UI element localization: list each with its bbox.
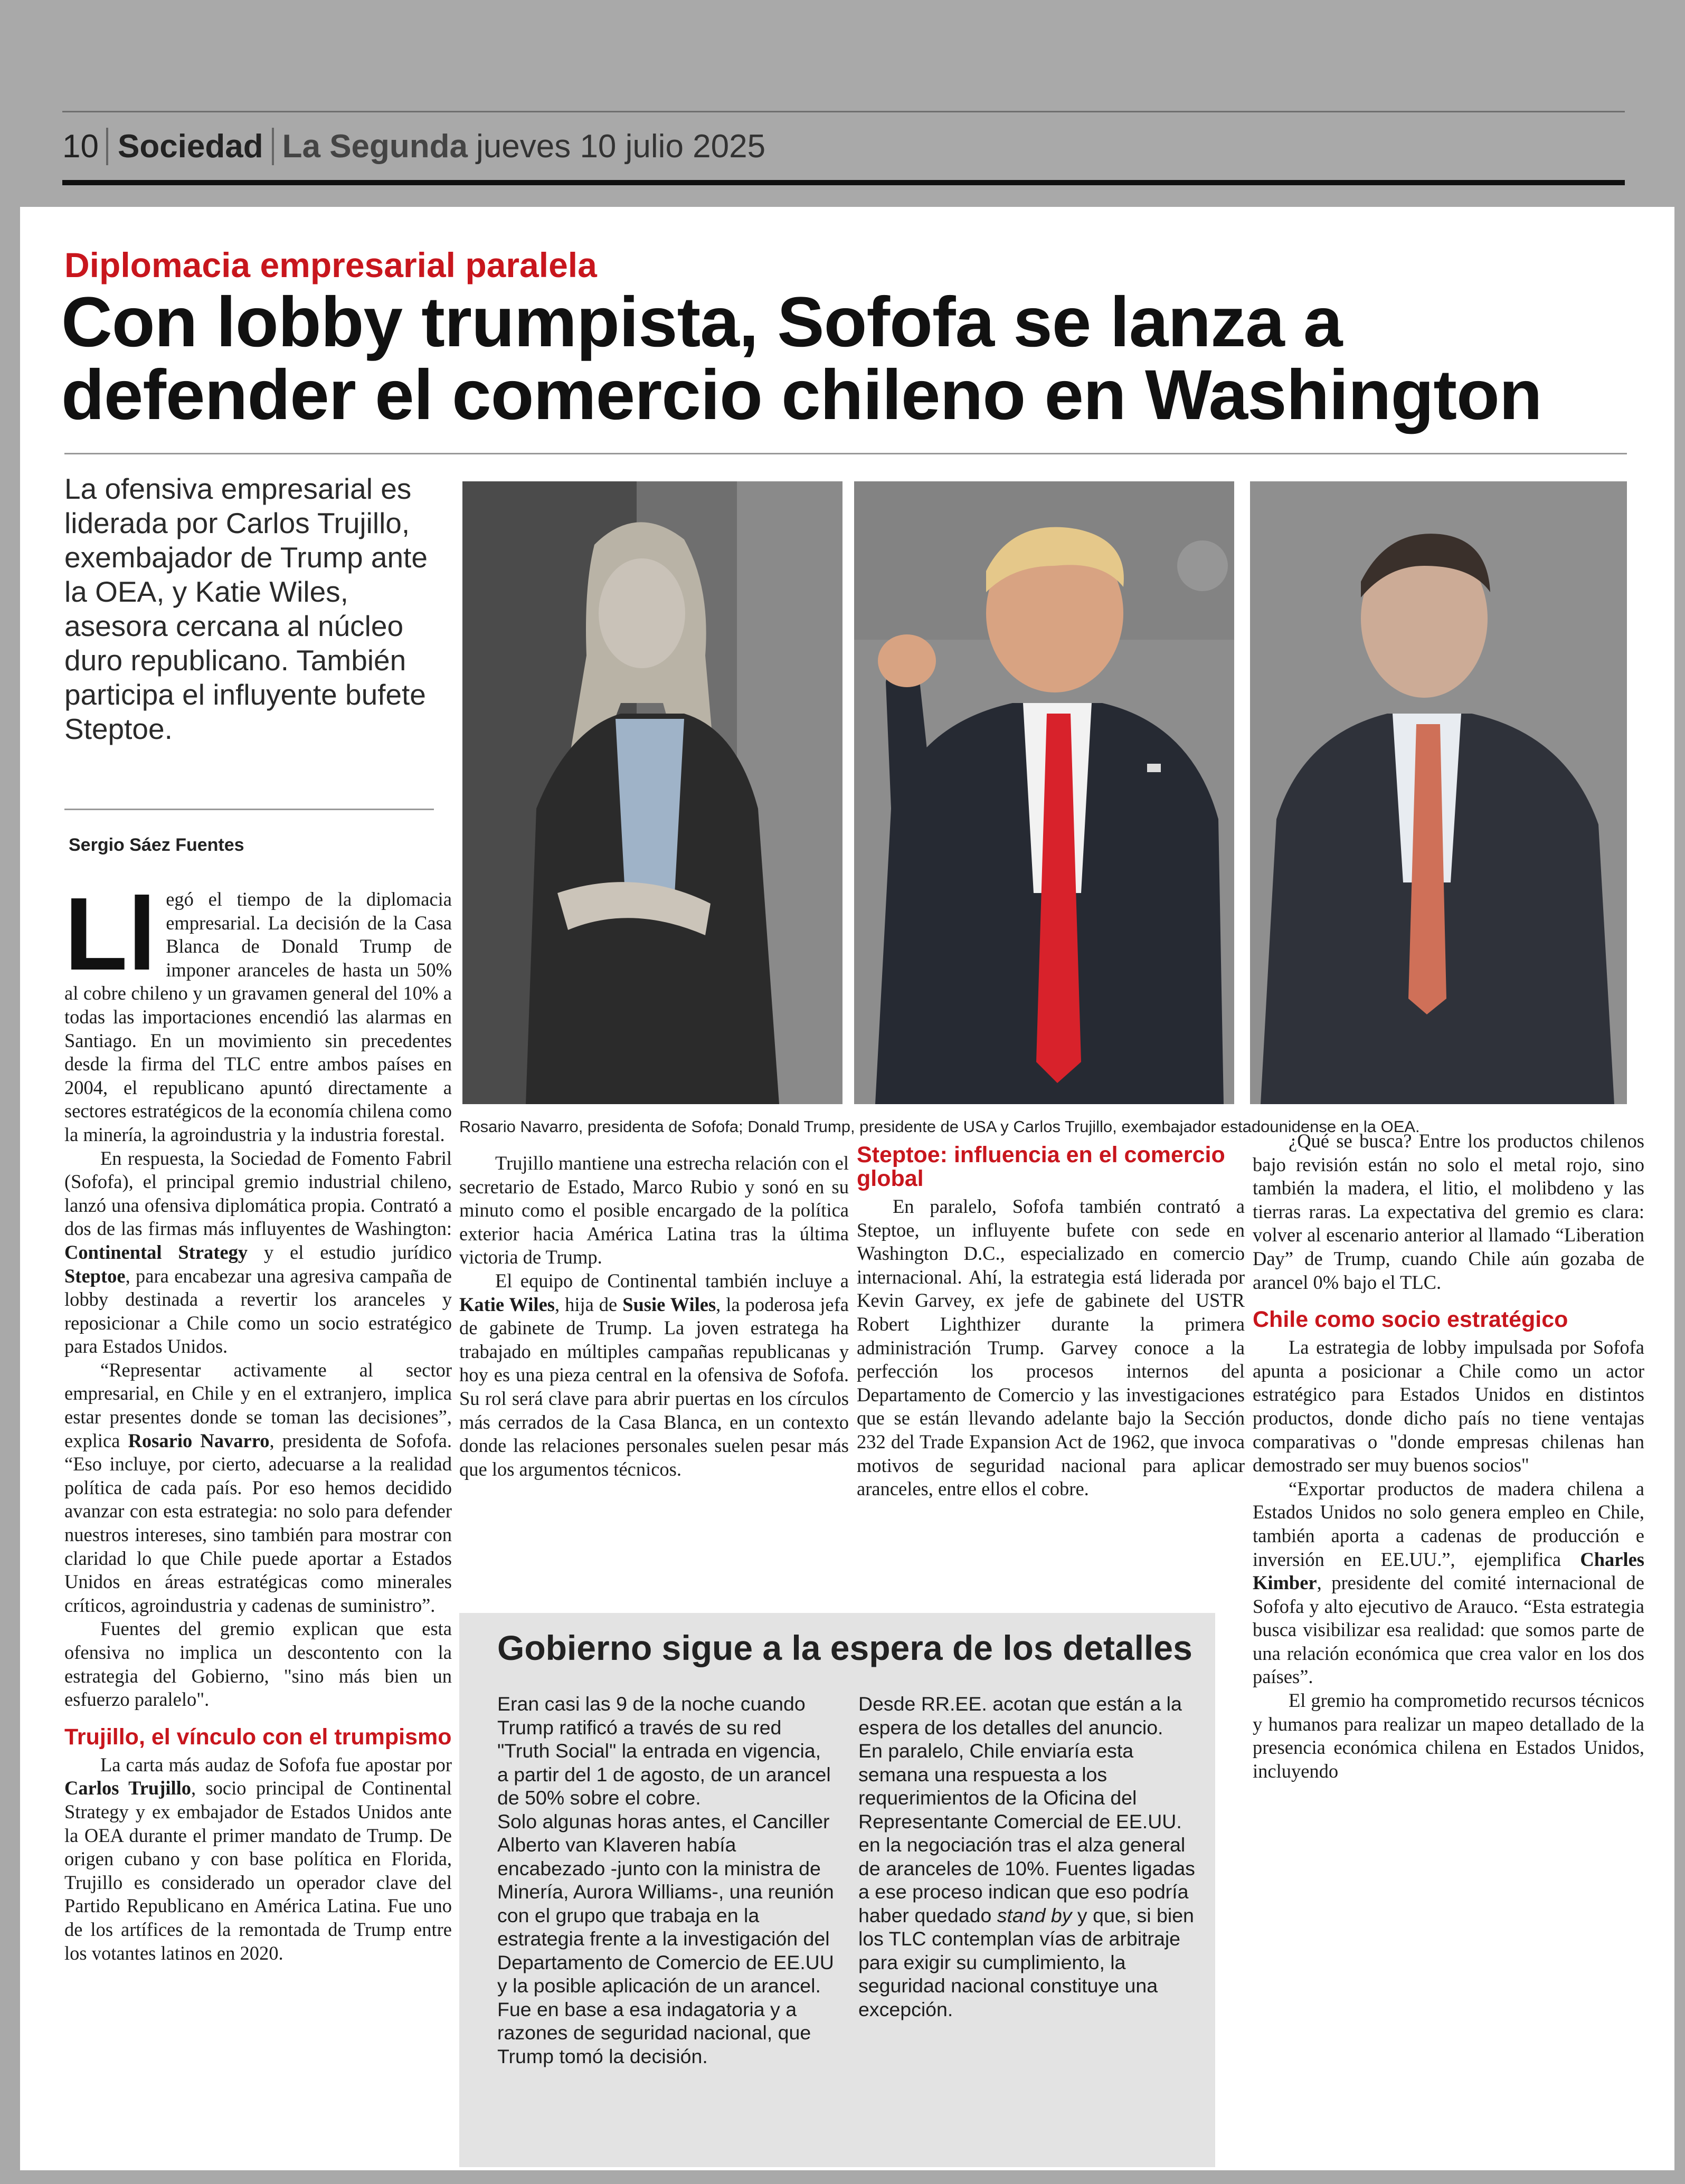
headline-divider	[64, 453, 1627, 454]
paragraph: Fuentes del gremio explican que esta ofensiva no implica un descontento con la estrategia del Gobierno, "sino más bien un esfuerzo paralelo".	[64, 1618, 452, 1711]
subhead-steptoe: Steptoe: influencia en el comercio global	[857, 1142, 1225, 1191]
page-number: 10	[62, 128, 108, 165]
kicker: Diplomacia empresarial paralela	[64, 245, 597, 284]
paragraph-quote-navarro: “Representar activamente al sector empresarial, en Chile y en el extranjero, implica estar presentes donde se toman las decisiones”, explica Rosario Navarro, presidenta de Sofofa. “Eso incluye, por cierto, adecuarse a la realidad política de cada país. Por eso hemos decidido avanzar con esta estrategia: no solo para defender nuestros intereses, sino también para mostrar con claridad lo que Chile puede aportar a Estados Unidos en áreas estratégicas como minerales críticos, agroindustria y cadenas de suministro”.	[64, 1359, 452, 1616]
article-column-3	[857, 1129, 1245, 1501]
photo-carlos-trujillo	[1250, 481, 1627, 1104]
sidebar-paragraph: Eran casi las 9 de la noche cuando Trump ratificó a través de su red "Truth Social" la entrada en vigencia, a partir del 1 de agosto, de un arancel de 50% sobre el cobre.	[497, 1693, 831, 1809]
subhead-chile-socio: Chile como socio estratégico	[1253, 1307, 1568, 1333]
paragraph: En paralelo, Sofofa también contrató a Steptoe, un influyente bufete con sede en Washington D.C., especializado en comercio internacional. Ahí, la estrategia está liderada por Kevin Garvey, ex jefe de gabinete del USTR Robert Lighthizer durante la primera administración Trump. Garvey conoce a la perfección los procesos internos del Departamento de Comercio y las investigaciones que se están llevando adelante bajo la Sección 232 del Trade Expansion Act de 1962, que invoca motivos de seguridad nacional para aplicar aranceles, entre ellos el cobre.	[857, 1195, 1245, 1500]
deck: La ofensiva empresarial es liderada por Carlos Trujillo, exembajador de Trump ante la OEA, y Katie Wiles, asesora cercana al núcleo duro republicano. También participa el influyente bufete Steptoe.	[64, 472, 428, 745]
newspaper-page	[20, 207, 1674, 2170]
sidebar-box	[459, 1613, 1215, 2167]
byline: Sergio Sáez Fuentes	[69, 835, 244, 855]
paragraph: La carta más audaz de Sofofa fue apostar por Carlos Trujillo, socio principal de Continental Strategy y ex embajador de Estados Unidos ante la OEA durante el primer mandato de Trump. De origen cubano y con base política en Florida, Trujillo es considerado un operador clave del Partido Republicano en América Latina. Fue uno de los artífices de la remontada de Trump entre los votantes latinos en 2020.	[64, 1753, 452, 1964]
photo-rosario-navarro	[462, 481, 843, 1104]
sidebar-paragraph: Solo algunas horas antes, el Canciller Alberto van Klaveren había encabezado -junto con la ministra de Minería, Aurora Williams-, una reunión con el grupo que trabaja en la estrategia frente a la investigación del Departamento de Comercio de EE.UU y la posible aplicación de un arancel. Fue en base a esa indagatoria y a razones de seguridad nacional, que Trump tomó la decisión.	[497, 1810, 834, 2067]
paragraph: ¿Qué se busca? Entre los productos chilenos bajo revisión están no solo el metal rojo, sino también la madera, el litio, el molibdeno y las tierras raras. La expectativa del gremio es clara: volver al escenario anterior al llamado “Liberation Day” de Trump, cuando Chile aún gozaba de arancel 0% bajo el TLC.	[1253, 1130, 1644, 1293]
paragraph: En respuesta, la Sociedad de Fomento Fabril (Sofofa), el principal gremio industrial chileno, lanzó una ofensiva diplomática propia. Contrató a dos de las firmas más influyentes de Washington: Continental Strategy y el estudio jurídico Steptoe, para encabezar una agresiva campaña de lobby destinada a revertir los aranceles y reposicionar a Chile como un socio estratégico para Estados Unidos.	[64, 1147, 452, 1357]
subhead-trujillo: Trujillo, el vínculo con el trumpismo	[64, 1724, 452, 1750]
article-column-1	[64, 876, 452, 1965]
paragraph: Trujillo mantiene una estrecha relación con el secretario de Estado, Marco Rubio y sonó en su minuto como el posible encargado de la política exterior hacia América Latina tras la última victoria de Trump.	[459, 1152, 849, 1268]
headline: Con lobby trumpista, Sofofa se lanza a defender el comercio chileno en Washington	[61, 283, 1542, 434]
photo-donald-trump	[854, 481, 1234, 1104]
sidebar-title: Gobierno sigue a la espera de los detalles	[497, 1628, 1192, 1667]
lead-paragraph: Ll egó el tiempo de la diplomacia empresarial. La decisión de la Casa Blanca de Donald Trump de imponer aranceles de hasta un 50% al cobre chileno y un gravamen general del 10% a todas las importaciones encendió las alarmas en Santiago. En un movimiento sin precedentes desde la firma del TLC entre ambos países en 2004, el republicano apuntó directamente a sectores estratégicos de la economía chilena como la minería, la agroindustria y la industria forestal.	[64, 876, 452, 1145]
section-name[interactable]: Sociedad	[118, 128, 274, 165]
paragraph-quote-kimber: “Exportar productos de madera chilena a Estados Unidos no solo genera empleo en Chile, también aporta a cadenas de producción e inversión en EE.UU.”, ejemplifica Charles Kimber, presidente del comité internacional de Sofofa y alto ejecutivo de Arauco. “Esta estrategia busca visibilizar esa realidad: que somos parte de una relación económica que crea valor en los dos países”.	[1253, 1477, 1644, 1688]
publication-name: La Segunda	[282, 128, 468, 165]
paragraph: La estrategia de lobby impulsada por Sofofa apunta a posicionar a Chile como un actor estratégico para Estados Unidos en distintos productos, donde dicho país no tiene ventajas comparativas o "donde empresas chilenas han demostrado ser muy buenos socios"	[1253, 1336, 1644, 1476]
issue-date: jueves 10 julio 2025	[476, 128, 766, 165]
article-column-4	[1253, 1129, 1644, 1783]
paragraph: El gremio ha comprometido recursos técnicos y humanos para realizar un mapeo detallado de la presencia económica chilena en Estados Unidos, incluyendo	[1253, 1689, 1644, 1782]
article-column-2	[459, 1152, 849, 1481]
sidebar-paragraph: En paralelo, Chile enviaría esta semana una respuesta a los requerimientos de la Oficina del Representante Comercial de EE.UU. en la negociación tras el alza general de aranceles de 10%. Fuentes ligadas a ese proceso indican que eso podría haber quedado stand by y que, si bien los TLC contemplan vías de arbitraje para exigir su cumplimiento, la seguridad nacional constituye una excepción.	[858, 1740, 1195, 2020]
sidebar-column-2	[858, 1692, 1196, 2021]
masthead	[62, 111, 1625, 185]
sidebar-paragraph: Desde RR.EE. acotan que están a la espera de los detalles del anuncio.	[858, 1693, 1182, 1739]
dropcap: Ll	[64, 876, 157, 992]
photo-caption: Rosario Navarro, presidenta de Sofofa; Donald Trump, presidente de USA y Carlos Trujillo, exembajador estadounidense en la OEA.	[459, 1117, 1420, 1136]
paragraph: El equipo de Continental también incluye a Katie Wiles, hija de Susie Wiles, la poderosa jefa de gabinete de Trump. La joven estratega ha trabajado en múltiples campañas republicanas y hoy es una pieza central en la ofensiva de Sofofa. Su rol será clave para abrir puertas en los círculos más cerrados de la Casa Blanca, en un contexto donde las relaciones personales suelen pesar más que los argumentos técnicos.	[459, 1269, 849, 1480]
deck-divider	[64, 809, 434, 810]
sidebar-column-1	[497, 1692, 835, 2068]
